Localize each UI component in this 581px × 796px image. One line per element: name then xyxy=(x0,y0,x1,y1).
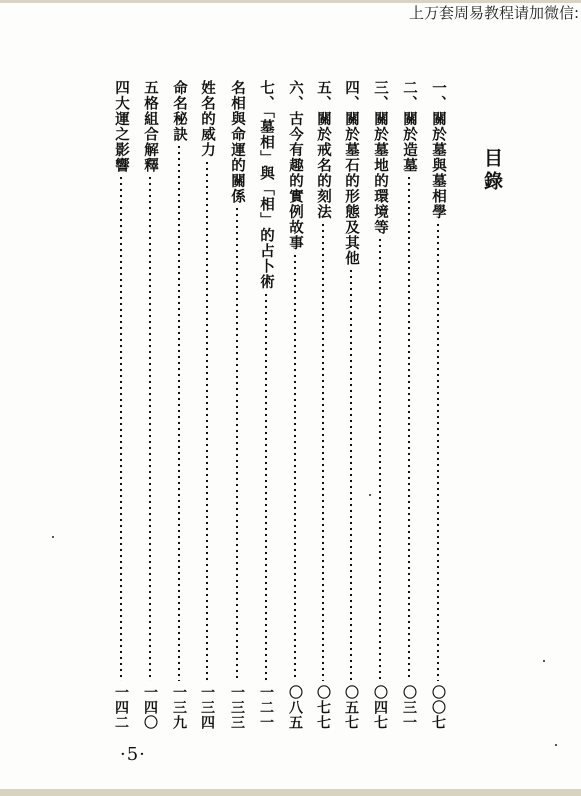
toc-entry-title: 四、關於墓石的形態及其他 xyxy=(343,80,360,266)
toc-entry-page: 〇五七 xyxy=(343,685,359,730)
scan-speck xyxy=(52,536,54,538)
toc-entry-page: 〇三一 xyxy=(401,685,417,730)
toc-entry-title: 命名秘訣 xyxy=(171,80,188,142)
toc-entry-title: 六、古今有趣的實例故事 xyxy=(287,80,304,251)
toc-entry-title: 三、關於墓地的環境等 xyxy=(372,80,389,235)
toc-entry-page: 〇七七 xyxy=(315,685,331,730)
toc-entry xyxy=(312,80,334,730)
toc-title: 目錄 xyxy=(481,148,503,194)
dot-leader xyxy=(437,222,439,682)
toc-entry xyxy=(255,80,277,730)
toc-entry-title: 五格組合解釋 xyxy=(142,80,159,173)
toc-entry xyxy=(369,80,391,730)
toc-entry-page: 〇八五 xyxy=(287,685,303,730)
toc-entry-title: 五、關於戒名的刻法 xyxy=(315,80,332,220)
toc-entry-page: 一四二 xyxy=(113,685,129,730)
toc-entry xyxy=(340,80,362,730)
toc-entry-title: 名相與命運的關係 xyxy=(229,80,246,204)
toc-entry-page: 一四〇 xyxy=(142,685,158,730)
dot-leader xyxy=(379,237,381,681)
dot-leader xyxy=(265,292,267,681)
toc-entry xyxy=(196,80,218,730)
toc-entry xyxy=(139,80,161,730)
page-number: ·5· xyxy=(120,744,146,765)
dot-leader xyxy=(149,175,151,681)
watermark-text: 上万套周易教程请加微信: xyxy=(408,4,579,22)
toc-entry xyxy=(398,80,420,730)
toc-entry-title: 四大運之影響 xyxy=(113,80,130,173)
toc-entry-page: 一三四 xyxy=(199,685,215,730)
dot-leader xyxy=(206,160,208,682)
toc-entry xyxy=(427,80,449,730)
toc-entry-page: 一三三 xyxy=(229,685,245,730)
dot-leader xyxy=(294,253,296,682)
toc-entry-title: 二、關於造墓 xyxy=(401,80,418,173)
dot-leader xyxy=(350,268,352,681)
scan-speck xyxy=(555,744,557,746)
dot-leader xyxy=(408,175,410,681)
toc-entry-page: 一三九 xyxy=(171,685,187,730)
toc-entry-title: 姓名的威力 xyxy=(199,80,216,158)
dot-leader xyxy=(322,222,324,682)
dot-leader xyxy=(178,144,180,681)
toc-entry xyxy=(168,80,190,730)
toc-entry xyxy=(110,80,132,730)
dot-leader xyxy=(236,206,238,681)
toc-entry xyxy=(226,80,248,730)
dot-leader xyxy=(120,175,122,681)
toc-entry-page: 〇四七 xyxy=(372,685,388,730)
scan-speck xyxy=(543,660,545,662)
toc-entry-title: 七、「墓相」與「相」的占卜術 xyxy=(258,80,275,290)
toc-entry-page: 一二一 xyxy=(258,685,274,730)
toc-entry-page: 〇〇七 xyxy=(430,685,446,730)
toc-entry-title: 一、關於墓與墓相學 xyxy=(430,80,447,220)
toc-entry xyxy=(284,80,306,730)
bottom-edge-bar xyxy=(0,789,581,796)
scan-speck xyxy=(369,494,371,496)
